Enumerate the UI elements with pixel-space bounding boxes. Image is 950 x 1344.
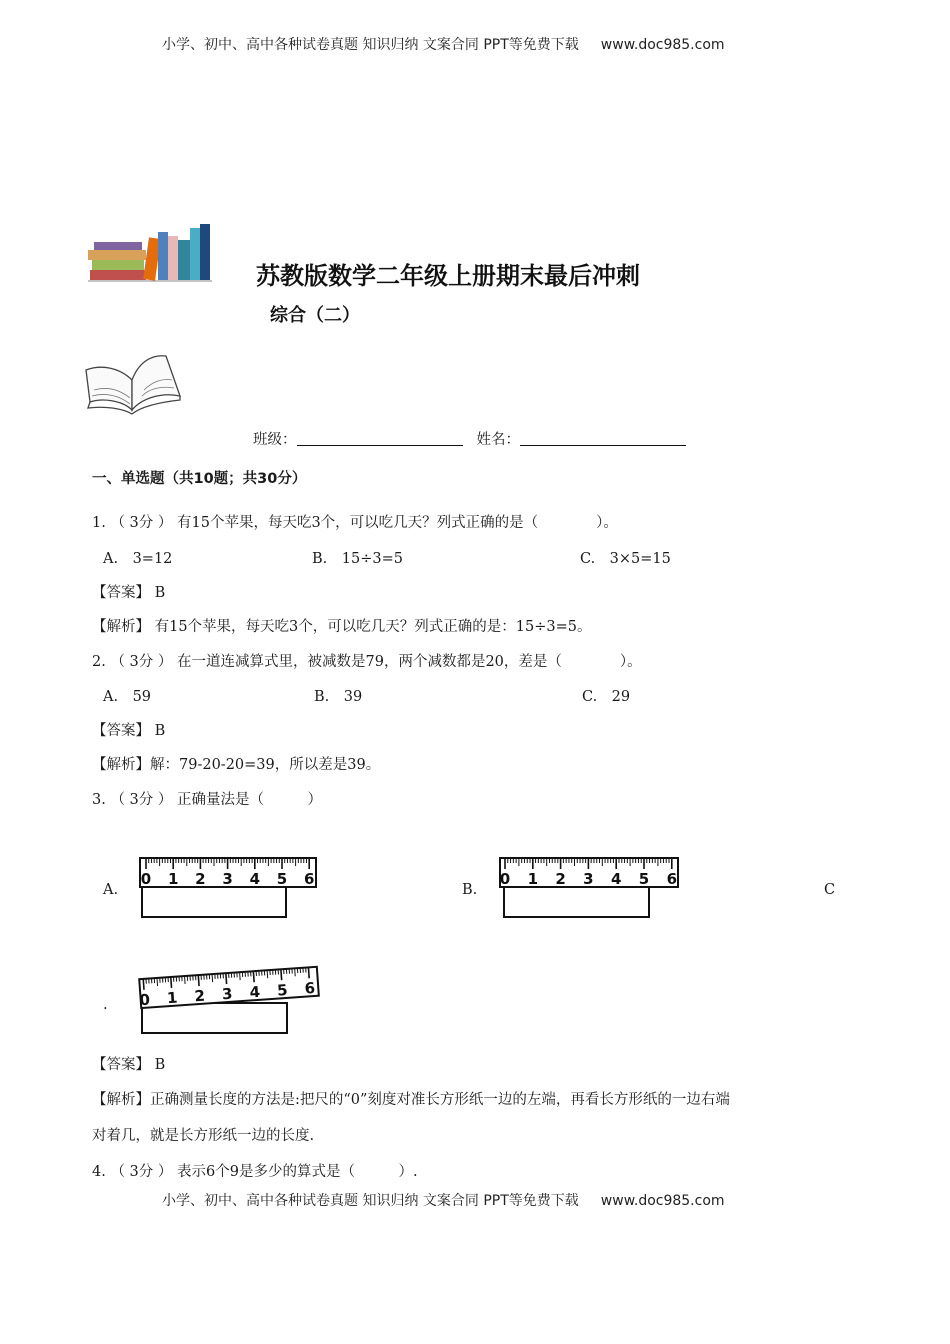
ruler-tick — [281, 969, 282, 980]
q3-option-b[interactable]: B. — [462, 882, 478, 898]
q3-option-c[interactable]: C — [824, 882, 836, 898]
q1-analysis: 【解析】 有15个苹果，每天吃3个，可以吃几天？列式正确的是：15÷3=5。 — [92, 619, 592, 635]
class-name-form — [253, 428, 686, 449]
q1-option-a[interactable]: A. 3=12 — [103, 551, 173, 567]
q1-option-c[interactable]: C. 3×5=15 — [580, 551, 671, 567]
ruler-figure-b[interactable] — [498, 855, 682, 925]
ruler-label: 4 — [248, 982, 261, 1002]
ruler-tick — [308, 967, 309, 978]
page-footer — [162, 1190, 725, 1210]
ruler-c — [138, 967, 319, 1009]
class-label: 班级： — [253, 432, 297, 448]
name-label: 姓名： — [476, 432, 520, 448]
ruler-label: 0 — [140, 870, 152, 888]
footer-text: 小学、初中、高中各种试卷真题 知识归纳 文案合同 PPT等免费下载 — [162, 1193, 579, 1209]
ruler-label: 1 — [166, 988, 179, 1008]
section-heading: 一、单选题（共10题；共30分） — [92, 471, 307, 487]
ruler-tick — [240, 972, 241, 980]
ruler-label: 3 — [221, 984, 234, 1004]
q2-option-b[interactable]: B. 39 — [314, 689, 363, 705]
open-book-icon — [84, 350, 184, 420]
page-title: 苏教版数学二年级上册期末最后冲刺 — [256, 262, 640, 290]
ruler-figure-a[interactable] — [138, 855, 322, 925]
ruler-label: 6 — [303, 870, 315, 888]
header-url[interactable]: www.doc985.com — [600, 37, 725, 53]
ruler-tick — [171, 977, 172, 988]
ruler-figure-c[interactable] — [136, 965, 324, 1041]
q2-option-c[interactable]: C. 29 — [582, 689, 631, 705]
q2-analysis: 【解析】解：79-20-20=39，所以差是39。 — [92, 757, 381, 773]
footer-url[interactable]: www.doc985.com — [600, 1193, 725, 1209]
class-input-line[interactable] — [297, 431, 463, 446]
ruler-label: 6 — [304, 978, 316, 998]
ruler-tick — [198, 975, 199, 986]
ruler-tick — [267, 970, 268, 978]
ruler-label: 3 — [222, 870, 233, 888]
ruler-label: 5 — [276, 870, 288, 888]
ruler-tick — [226, 973, 227, 984]
ruler-a — [140, 858, 316, 888]
name-input-line[interactable] — [520, 431, 686, 446]
header-text: 小学、初中、高中各种试卷真题 知识归纳 文案合同 PPT等免费下载 — [162, 37, 579, 53]
ruler-tick — [253, 971, 254, 982]
books-icon — [88, 222, 214, 284]
ruler-label: 2 — [195, 870, 206, 888]
ruler-tick — [212, 974, 213, 982]
q3-answer: 【答案】 B — [92, 1057, 166, 1073]
q2-answer: 【答案】 B — [92, 723, 166, 739]
ruler-label: 1 — [527, 870, 539, 888]
ruler-label: 2 — [193, 986, 206, 1006]
ruler-a-svg — [138, 855, 322, 921]
ruler-tick — [185, 976, 186, 984]
ruler-tick — [157, 978, 158, 986]
q2-stem: 2. （ 3分 ） 在一道连减算式里，被减数是79，两个减数都是20，差是（ ）。 — [92, 654, 642, 670]
q1-answer: 【答案】 B — [92, 585, 166, 601]
ruler-label: 1 — [167, 870, 179, 888]
page-header — [162, 34, 725, 54]
q3-option-c-dot: . — [103, 997, 108, 1013]
ruler-tick — [295, 968, 296, 976]
ruler-c-svg — [136, 965, 324, 1037]
ruler-tick — [143, 979, 144, 990]
q3-option-a[interactable]: A. — [103, 882, 119, 898]
ruler-label: 5 — [276, 980, 289, 1000]
ruler-b-svg — [498, 855, 682, 921]
q2-option-a[interactable]: A. 59 — [103, 689, 152, 705]
ruler-label: 0 — [138, 990, 151, 1010]
ruler-label: 4 — [610, 870, 622, 888]
q1-stem: 1. （ 3分 ） 有15个苹果，每天吃3个，可以吃几天？列式正确的是（ ）。 — [92, 515, 618, 531]
q4-stem: 4. （ 3分 ） 表示6个9是多少的算式是（ ）. — [92, 1164, 418, 1180]
page-subtitle: 综合（二） — [270, 305, 360, 326]
ruler-label: 6 — [666, 870, 678, 888]
q3-analysis-line1: 【解析】正确测量长度的方法是:把尺的“0”刻度对准长方形纸一边的左端，再看长方形纸的一边右端 — [92, 1092, 730, 1108]
q3-stem: 3. （ 3分 ） 正确量法是（ ） — [92, 792, 322, 808]
ruler-label: 4 — [249, 870, 261, 888]
ruler-b — [500, 858, 678, 888]
ruler-label: 5 — [638, 870, 650, 888]
ruler-label: 0 — [499, 870, 511, 888]
ruler-label: 2 — [555, 870, 566, 888]
ruler-label: 3 — [583, 870, 594, 888]
q3-analysis-line2: 对着几，就是长方形纸一边的长度. — [92, 1128, 315, 1144]
q1-option-b[interactable]: B. 15÷3=5 — [312, 551, 403, 567]
